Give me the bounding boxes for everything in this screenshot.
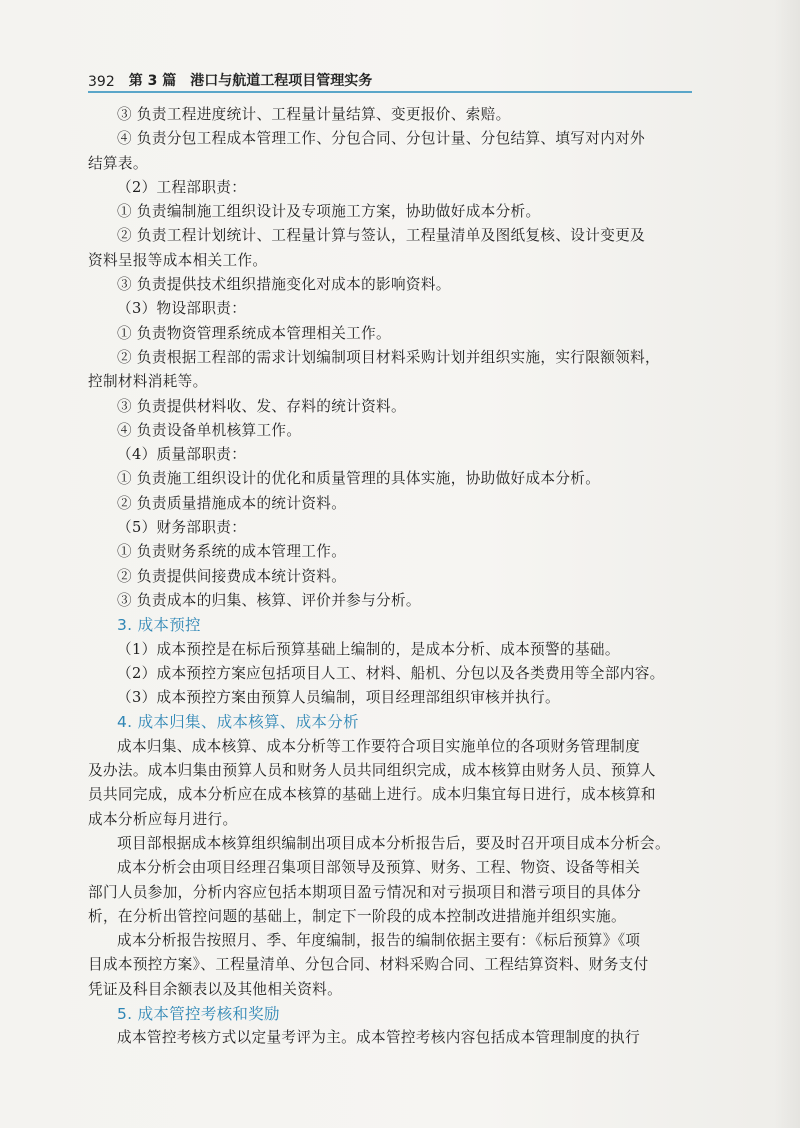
part-label: 第 3 篇 — [128, 73, 177, 89]
text-line: ④ 负责分包工程成本管理工作、分包合同、分包计量、分包结算、填写对内对外 — [117, 130, 646, 148]
text-line: ② 负责提供间接费成本统计资料。 — [117, 567, 347, 585]
text-line: ② 负责根据工程部的需求计划编制项目材料采购计划并组织实施，实行限额领料， — [117, 348, 660, 366]
text-line: （1）成本预控是在标后预算基础上编制的，是成本分析、成本预警的基础。 — [117, 640, 620, 658]
text-line: ① 负责物资管理系统成本管理相关工作。 — [117, 324, 391, 342]
text-line: 成本分析会由项目经理召集项目部领导及预算、财务、工程、物资、设备等相关 — [117, 859, 641, 877]
text-line: ① 负责施工组织设计的优化和质量管理的具体实施，协助做好成本分析。 — [117, 470, 601, 488]
text-line: （2）成本预控方案应包括项目人工、材料、船机、分包以及各类费用等全部内容。 — [117, 664, 665, 682]
text-line: 员共同完成，成本分析应在成本核算的基础上进行。成本归集宜每日进行，成本核算和 — [88, 786, 656, 804]
list-heading: （5）财务部职责： — [117, 519, 247, 537]
list-heading: （3）物设部职责： — [117, 300, 247, 318]
text-line: 资料呈报等成本相关工作。 — [88, 251, 268, 269]
header-rule — [88, 91, 692, 93]
text-line: 及办法。成本归集由预算人员和财务人员共同组织完成，成本核算由财务人员、预算人 — [88, 762, 656, 780]
text-line: ① 负责编制施工组织设计及专项施工方案，协助做好成本分析。 — [117, 203, 541, 221]
text-line: 成本管控考核方式以定量考评为主。成本管控考核内容包括成本管理制度的执行 — [117, 1029, 641, 1047]
text-line: ③ 负责工程进度统计、工程量计量结算、变更报价、索赔。 — [117, 106, 511, 123]
section-heading: 5. 成本管控考核和奖励 — [117, 1004, 280, 1023]
text-line: 控制材料消耗等。 — [88, 373, 208, 391]
text-line: 目成本预控方案》、工程量清单、分包合同、材料采购合同、工程结算资料、财务支付 — [88, 956, 649, 974]
text-line: 凭证及科目余额表以及其他相关资料。 — [88, 980, 343, 998]
running-header — [88, 68, 692, 90]
text-line: ③ 负责成本的归集、核算、评价并参与分析。 — [117, 591, 421, 609]
text-line: 成本分析应每月进行。 — [88, 810, 238, 828]
chapter-title: 港口与航道工程项目管理实务 — [190, 73, 373, 89]
page-edge-shadow — [774, 0, 800, 1128]
text-line: （3）成本预控方案由预算人员编制，项目经理部组织审核并执行。 — [117, 689, 561, 707]
list-heading: （4）质量部职责： — [117, 446, 247, 464]
text-line: 成本归集、成本核算、成本分析等工作要符合项目实施单位的各项财务管理制度 — [117, 737, 641, 755]
text-line: ③ 负责提供材料收、发、存料的统计资料。 — [117, 397, 406, 415]
text-line: 析，在分析出管控问题的基础上，制定下一阶段的成本控制改进措施并组织实施。 — [88, 907, 626, 925]
text-line: ② 负责质量措施成本的统计资料。 — [117, 494, 347, 512]
section-heading: 4. 成本归集、成本核算、成本分析 — [117, 713, 359, 732]
list-heading: （2）工程部职责： — [117, 178, 247, 196]
text-line: 部门人员参加，分析内容应包括本期项目盈亏情况和对亏损项目和潜亏项目的具体分 — [88, 883, 641, 901]
text-line: 成本分析报告按照月、季、年度编制，报告的编制依据主要有：《标后预算》《项 — [117, 932, 641, 950]
body-text — [88, 103, 692, 1051]
text-line: 项目部根据成本核算组织编制出项目成本分析报告后，要及时召开项目成本分析会。 — [117, 834, 670, 852]
page-number: 392 — [88, 74, 115, 90]
text-line: ③ 负责提供技术组织措施变化对成本的影响资料。 — [117, 276, 451, 294]
text-line: 结算表。 — [88, 154, 148, 172]
text-line: ① 负责财务系统的成本管理工作。 — [117, 543, 347, 561]
text-line: ④ 负责设备单机核算工作。 — [117, 421, 302, 439]
section-heading: 3. 成本预控 — [117, 616, 201, 635]
text-line: ② 负责工程计划统计、工程量计算与签认，工程量清单及图纸复核、设计变更及 — [117, 227, 646, 245]
